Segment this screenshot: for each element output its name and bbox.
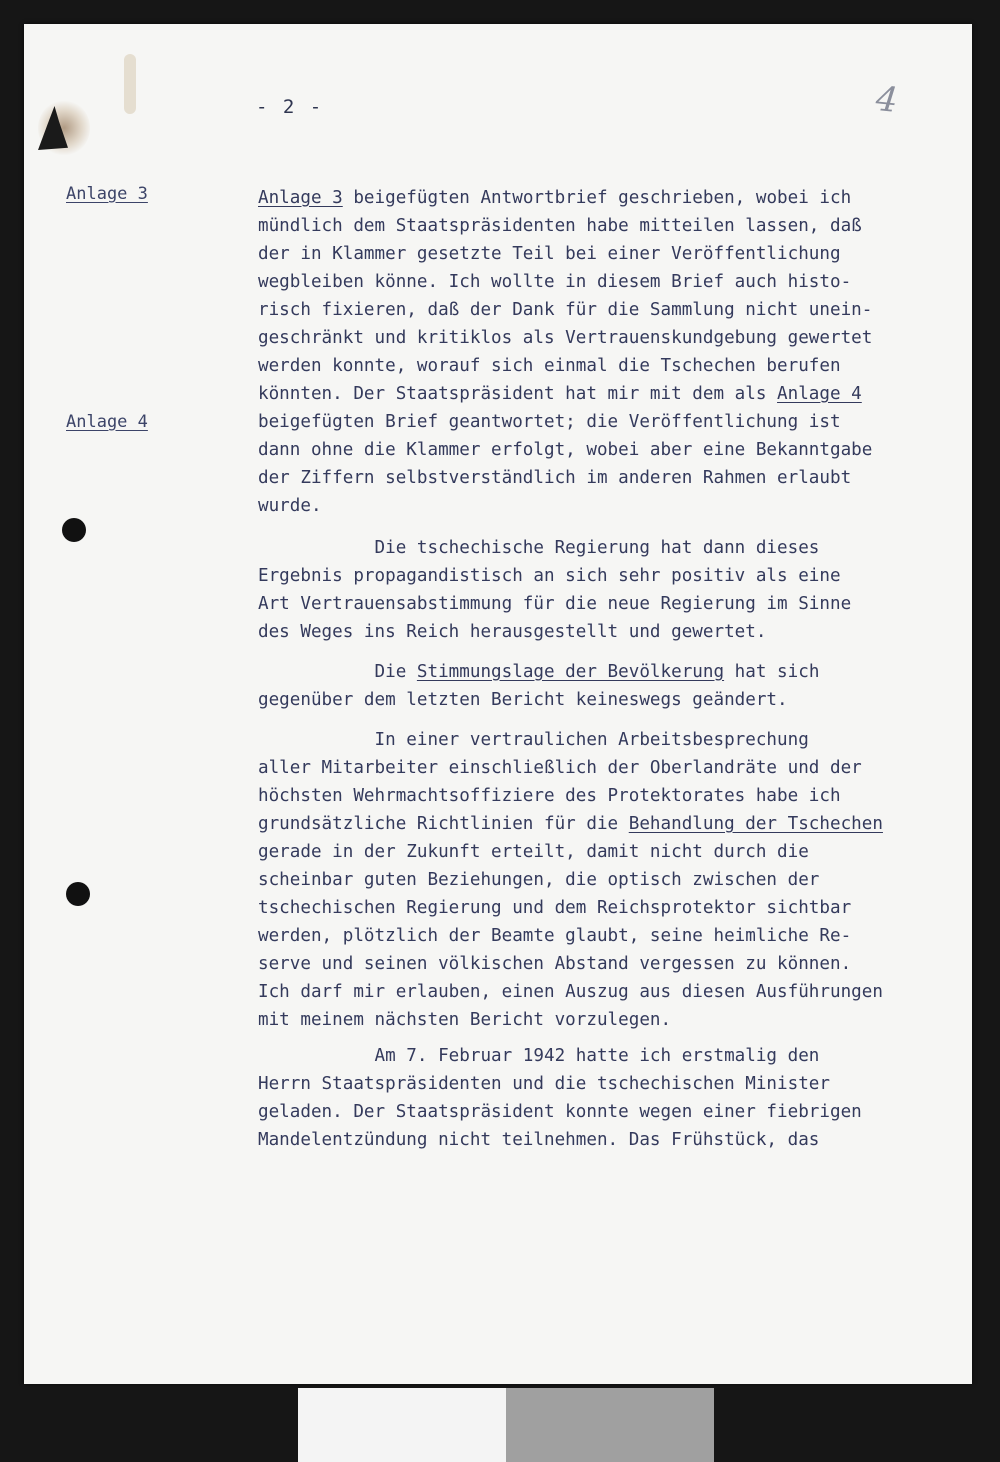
text-line (258, 212, 978, 240)
text-line (258, 754, 978, 782)
text-line (258, 950, 978, 978)
text-segment: aller Mitarbeiter einschließlich der Oberlandräte und der (258, 758, 862, 778)
text-line (258, 894, 978, 922)
text-segment: Die (258, 662, 417, 682)
text-line (258, 978, 978, 1006)
paragraph-2 (258, 534, 978, 646)
text-line (258, 1126, 978, 1154)
text-segment: wurde. (258, 496, 322, 516)
underlined-text: Anlage 3 (258, 188, 343, 208)
underlined-text: Behandlung der Tschechen (628, 814, 883, 834)
text-line (258, 296, 978, 324)
text-segment: werden konnte, worauf sich einmal die Tschechen berufen (258, 356, 841, 376)
text-line (258, 658, 978, 686)
text-line (258, 838, 978, 866)
text-segment: Die tschechische Regierung hat dann dieses (258, 538, 820, 558)
text-line (258, 464, 978, 492)
paragraph-1 (258, 184, 978, 520)
paper-stain (124, 54, 136, 114)
text-segment: gegenüber dem letzten Bericht keineswegs geändert. (258, 690, 788, 710)
underlined-text: Stimmungslage der Bevölkerung (416, 662, 725, 682)
text-segment: scheinbar guten Beziehungen, die optisch zwischen der (258, 870, 820, 890)
punch-hole-top (62, 518, 86, 542)
text-line (258, 240, 978, 268)
text-segment: Herrn Staatspräsidenten und die tschechischen Minister (258, 1074, 830, 1094)
text-segment: mit meinem nächsten Bericht vorzulegen. (258, 1010, 672, 1030)
text-line (258, 590, 978, 618)
text-segment: Am 7. Februar 1942 hatte ich erstmalig den (258, 1046, 820, 1066)
text-segment: Ergebnis propagandistisch an sich sehr positiv als eine (258, 566, 841, 586)
paragraph-4 (258, 726, 978, 1034)
text-segment: Ich darf mir erlauben, einen Auszug aus diesen Ausführungen (258, 982, 883, 1002)
text-segment: dann ohne die Klammer erfolgt, wobei aber eine Bekanntgabe (258, 440, 873, 460)
text-segment: mündlich dem Staatspräsidenten habe mitteilen lassen, daß (258, 216, 862, 236)
page-number: - 2 - (256, 96, 324, 118)
text-line (258, 380, 978, 408)
text-line (258, 1006, 978, 1034)
text-line (258, 782, 978, 810)
paragraph-3 (258, 658, 978, 714)
text-segment: der in Klammer gesetzte Teil bei einer Veröffentlichung (258, 244, 841, 264)
text-segment: In einer vertraulichen Arbeitsbesprechung (258, 730, 809, 750)
text-segment: höchsten Wehrmachtsoffiziere des Protektorates habe ich (258, 786, 841, 806)
text-line (258, 1070, 978, 1098)
text-line (258, 922, 978, 950)
text-segment: geschränkt und kritiklos als Vertrauenskundgebung gewertet (258, 328, 873, 348)
text-segment: tschechischen Regierung und dem Reichsprotektor sichtbar (258, 898, 852, 918)
margin-note-anlage-3: Anlage 3 (66, 184, 148, 204)
margin-note-anlage-4: Anlage 4 (66, 412, 148, 432)
text-line (258, 726, 978, 754)
text-line (258, 1042, 978, 1070)
text-line (258, 686, 978, 714)
text-line (258, 562, 978, 590)
text-segment: grundsätzliche Richtlinien für die (258, 814, 629, 834)
text-segment: des Weges ins Reich herausgestellt und gewertet. (258, 622, 767, 642)
text-segment: Art Vertrauensabstimmung für die neue Regierung im Sinne (258, 594, 852, 614)
text-line (258, 1098, 978, 1126)
punch-hole-bottom (66, 882, 90, 906)
text-segment: beigefügten Antwortbrief geschrieben, wobei ich (342, 188, 852, 208)
text-segment: serve und seinen völkischen Abstand vergessen zu können. (258, 954, 852, 974)
text-segment: werden, plötzlich der Beamte glaubt, seine heimliche Re- (258, 926, 852, 946)
text-segment: könnten. Der Staatspräsident hat mir mit dem als (258, 384, 778, 404)
text-line (258, 810, 978, 838)
text-line (258, 324, 978, 352)
text-line (258, 618, 978, 646)
text-segment: der Ziffern selbstverständlich im anderen Rahmen erlaubt (258, 468, 852, 488)
text-segment: risch fixieren, daß der Dank für die Sammlung nicht unein- (258, 300, 873, 320)
text-segment: hat sich (724, 662, 820, 682)
text-line (258, 436, 978, 464)
text-segment: gerade in der Zukunft erteilt, damit nicht durch die (258, 842, 809, 862)
handwritten-page-mark: 4 (873, 78, 900, 122)
calibration-gray-patch (506, 1388, 714, 1462)
text-line (258, 866, 978, 894)
underlined-text: Anlage 4 (777, 384, 862, 404)
text-line (258, 492, 978, 520)
paragraph-5 (258, 1042, 978, 1154)
text-line (258, 184, 978, 212)
text-segment: geladen. Der Staatspräsident konnte wegen einer fiebrigen (258, 1102, 862, 1122)
document-page (24, 24, 972, 1384)
text-segment: wegbleiben könne. Ich wollte in diesem Brief auch histo- (258, 272, 852, 292)
text-line (258, 534, 978, 562)
text-line (258, 268, 978, 296)
text-segment: beigefügten Brief geantwortet; die Veröffentlichung ist (258, 412, 841, 432)
calibration-white-patch (298, 1388, 506, 1462)
text-line (258, 408, 978, 436)
scan-calibration-strip (298, 1388, 714, 1462)
text-line (258, 352, 978, 380)
text-segment: Mandelentzündung nicht teilnehmen. Das Frühstück, das (258, 1130, 820, 1150)
